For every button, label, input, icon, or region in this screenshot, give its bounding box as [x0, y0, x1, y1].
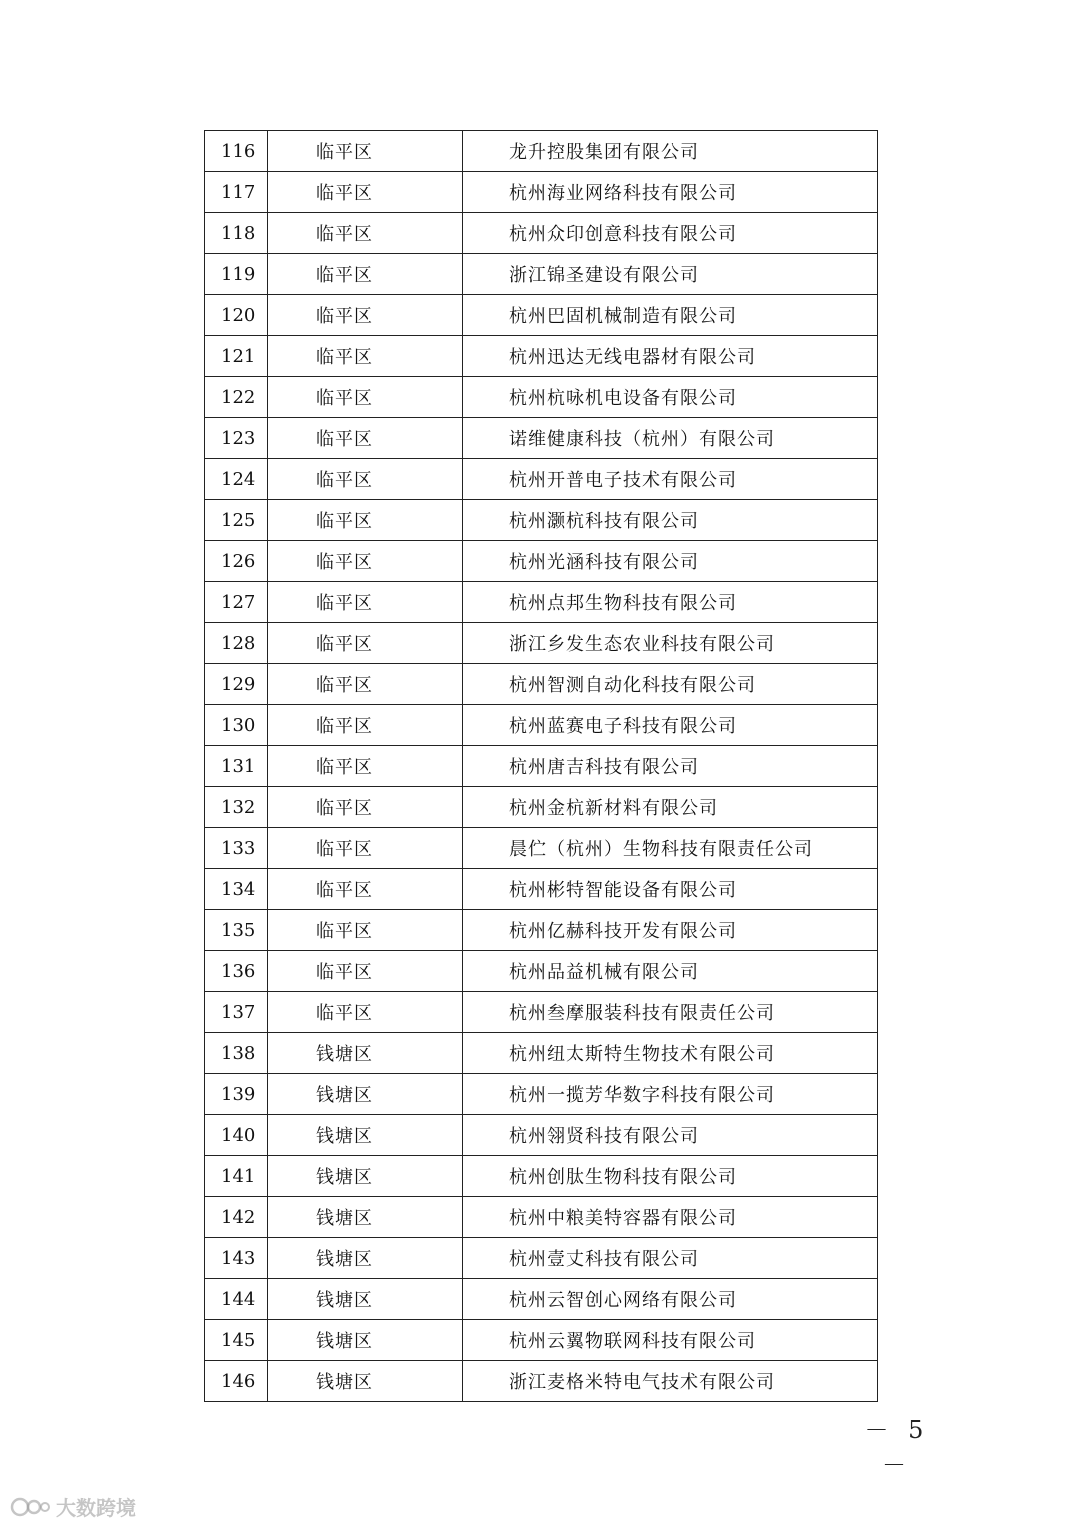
- table-row: [205, 1156, 878, 1197]
- company-list-table: [204, 130, 878, 1402]
- table-row: [205, 1074, 878, 1115]
- table-row: [205, 336, 878, 377]
- district-cell: 钱塘区: [268, 1238, 463, 1279]
- company-name-cell: 杭州迅达无线电器材有限公司: [463, 336, 878, 377]
- row-number: 143: [205, 1238, 268, 1279]
- row-number: 122: [205, 377, 268, 418]
- row-number: 135: [205, 910, 268, 951]
- table-body: [205, 131, 878, 1402]
- table-row: [205, 541, 878, 582]
- company-name-cell: 杭州纽太斯特生物技术有限公司: [463, 1033, 878, 1074]
- district-cell: 临平区: [268, 541, 463, 582]
- row-number: 141: [205, 1156, 268, 1197]
- table-row: [205, 1238, 878, 1279]
- company-name-cell: 杭州点邦生物科技有限公司: [463, 582, 878, 623]
- table-row: [205, 746, 878, 787]
- district-cell: 钱塘区: [268, 1115, 463, 1156]
- table-row: [205, 459, 878, 500]
- watermark-text: 大数跨境: [56, 1496, 136, 1520]
- district-cell: 临平区: [268, 336, 463, 377]
- row-number: 127: [205, 582, 268, 623]
- table-row: [205, 664, 878, 705]
- table-row: [205, 131, 878, 172]
- table-row: [205, 582, 878, 623]
- company-name-cell: 杭州叁摩服装科技有限责任公司: [463, 992, 878, 1033]
- row-number: 124: [205, 459, 268, 500]
- watermark: [10, 1492, 136, 1521]
- table-row: [205, 705, 878, 746]
- company-name-cell: 杭州巴固机械制造有限公司: [463, 295, 878, 336]
- row-number: 117: [205, 172, 268, 213]
- company-name-cell: 杭州蓝赛电子科技有限公司: [463, 705, 878, 746]
- table-row: [205, 1279, 878, 1320]
- row-number: 119: [205, 254, 268, 295]
- row-number: 131: [205, 746, 268, 787]
- company-name-cell: 杭州一揽芳华数字科技有限公司: [463, 1074, 878, 1115]
- row-number: 126: [205, 541, 268, 582]
- row-number: 145: [205, 1320, 268, 1361]
- district-cell: 钱塘区: [268, 1033, 463, 1074]
- table-row: [205, 1197, 878, 1238]
- row-number: 130: [205, 705, 268, 746]
- row-number: 142: [205, 1197, 268, 1238]
- table-row: [205, 213, 878, 254]
- table-row: [205, 828, 878, 869]
- row-number: 121: [205, 336, 268, 377]
- table-row: [205, 1320, 878, 1361]
- company-name-cell: 浙江麦格米特电气技术有限公司: [463, 1361, 878, 1402]
- district-cell: 临平区: [268, 459, 463, 500]
- district-cell: 临平区: [268, 705, 463, 746]
- table-row: [205, 254, 878, 295]
- company-name-cell: 杭州中粮美特容器有限公司: [463, 1197, 878, 1238]
- company-name-cell: 诺维健康科技（杭州）有限公司: [463, 418, 878, 459]
- district-cell: 钱塘区: [268, 1156, 463, 1197]
- district-cell: 临平区: [268, 172, 463, 213]
- table-row: [205, 1361, 878, 1402]
- district-cell: 临平区: [268, 131, 463, 172]
- company-name-cell: 杭州杭咏机电设备有限公司: [463, 377, 878, 418]
- district-cell: 临平区: [268, 828, 463, 869]
- row-number: 123: [205, 418, 268, 459]
- company-name-cell: 杭州光涵科技有限公司: [463, 541, 878, 582]
- table-row: [205, 951, 878, 992]
- district-cell: 临平区: [268, 500, 463, 541]
- row-number: 125: [205, 500, 268, 541]
- row-number: 132: [205, 787, 268, 828]
- district-cell: 临平区: [268, 623, 463, 664]
- row-number: 120: [205, 295, 268, 336]
- company-name-cell: 杭州品益机械有限公司: [463, 951, 878, 992]
- table-row: [205, 869, 878, 910]
- row-number: 134: [205, 869, 268, 910]
- company-name-cell: 杭州智测自动化科技有限公司: [463, 664, 878, 705]
- district-cell: 钱塘区: [268, 1279, 463, 1320]
- company-name-cell: 浙江乡发生态农业科技有限公司: [463, 623, 878, 664]
- table-row: [205, 418, 878, 459]
- company-name-cell: 晨伫（杭州）生物科技有限责任公司: [463, 828, 878, 869]
- company-name-cell: 杭州翎贤科技有限公司: [463, 1115, 878, 1156]
- table-row: [205, 992, 878, 1033]
- district-cell: 临平区: [268, 418, 463, 459]
- company-name-cell: 杭州云翼物联网科技有限公司: [463, 1320, 878, 1361]
- table-row: [205, 172, 878, 213]
- district-cell: 临平区: [268, 295, 463, 336]
- row-number: 133: [205, 828, 268, 869]
- row-number: 136: [205, 951, 268, 992]
- company-name-cell: 杭州开普电子技术有限公司: [463, 459, 878, 500]
- district-cell: 钱塘区: [268, 1074, 463, 1115]
- company-name-cell: 杭州创肽生物科技有限公司: [463, 1156, 878, 1197]
- row-number: 137: [205, 992, 268, 1033]
- company-name-cell: 杭州云智创心网络有限公司: [463, 1279, 878, 1320]
- row-number: 146: [205, 1361, 268, 1402]
- row-number: 144: [205, 1279, 268, 1320]
- company-name-cell: 杭州海业网络科技有限公司: [463, 172, 878, 213]
- company-name-cell: 杭州灏杭科技有限公司: [463, 500, 878, 541]
- district-cell: 钱塘区: [268, 1361, 463, 1402]
- company-name-cell: 杭州唐吉科技有限公司: [463, 746, 878, 787]
- table-row: [205, 295, 878, 336]
- district-cell: 临平区: [268, 377, 463, 418]
- table-row: [205, 1033, 878, 1074]
- district-cell: 临平区: [268, 910, 463, 951]
- district-cell: 临平区: [268, 992, 463, 1033]
- district-cell: 钱塘区: [268, 1197, 463, 1238]
- district-cell: 临平区: [268, 254, 463, 295]
- table-row: [205, 910, 878, 951]
- district-cell: 临平区: [268, 787, 463, 828]
- row-number: 139: [205, 1074, 268, 1115]
- table-row: [205, 623, 878, 664]
- row-number: 118: [205, 213, 268, 254]
- company-name-cell: 杭州壹丈科技有限公司: [463, 1238, 878, 1279]
- district-cell: 临平区: [268, 664, 463, 705]
- company-name-cell: 杭州彬特智能设备有限公司: [463, 869, 878, 910]
- table-row: [205, 1115, 878, 1156]
- district-cell: 临平区: [268, 869, 463, 910]
- page-number: － 5 －: [864, 1416, 930, 1479]
- row-number: 128: [205, 623, 268, 664]
- row-number: 140: [205, 1115, 268, 1156]
- district-cell: 临平区: [268, 951, 463, 992]
- table-row: [205, 500, 878, 541]
- logo-icon: [10, 1495, 50, 1519]
- table-row: [205, 787, 878, 828]
- table-row: [205, 377, 878, 418]
- district-cell: 钱塘区: [268, 1320, 463, 1361]
- company-name-cell: 浙江锦圣建设有限公司: [463, 254, 878, 295]
- district-cell: 临平区: [268, 213, 463, 254]
- company-name-cell: 杭州金杭新材料有限公司: [463, 787, 878, 828]
- row-number: 116: [205, 131, 268, 172]
- district-cell: 临平区: [268, 746, 463, 787]
- district-cell: 临平区: [268, 582, 463, 623]
- row-number: 129: [205, 664, 268, 705]
- company-name-cell: 杭州亿赫科技开发有限公司: [463, 910, 878, 951]
- company-name-cell: 杭州众印创意科技有限公司: [463, 213, 878, 254]
- company-name-cell: 龙升控股集团有限公司: [463, 131, 878, 172]
- row-number: 138: [205, 1033, 268, 1074]
